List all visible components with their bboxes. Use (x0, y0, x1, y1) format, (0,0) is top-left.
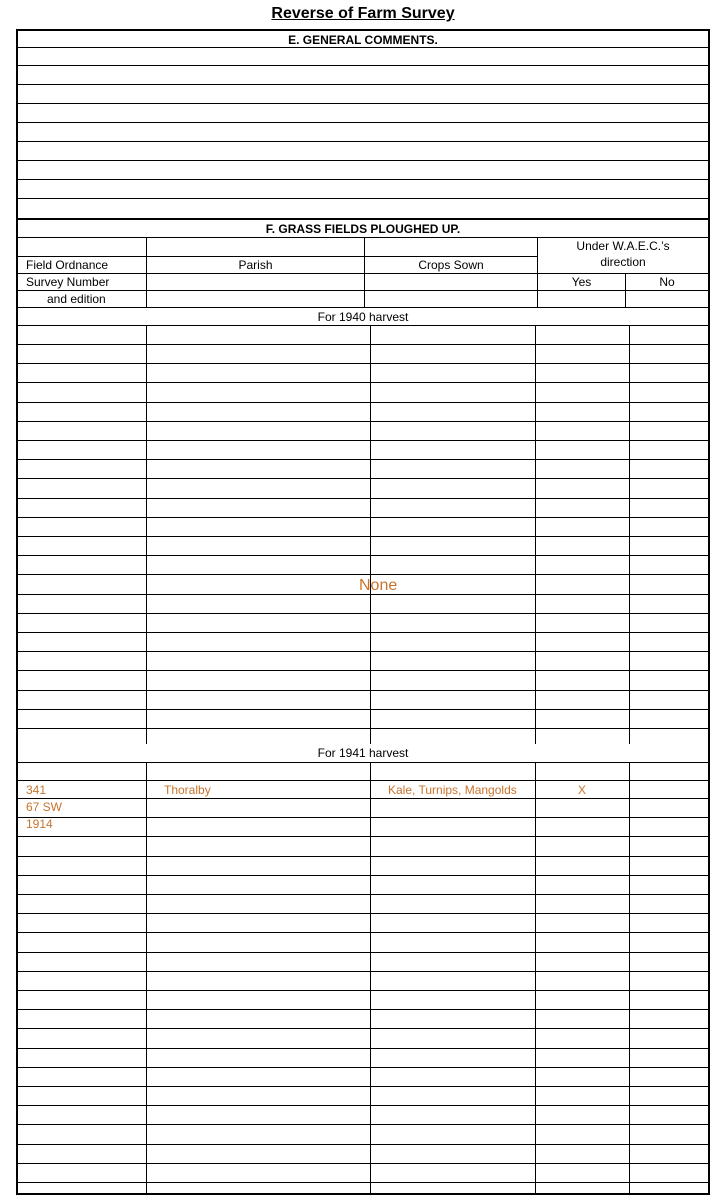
rule-line (18, 894, 708, 895)
rule-line (18, 1182, 708, 1183)
rule-line (18, 875, 708, 876)
rule-line (18, 651, 708, 652)
rule-line (18, 160, 708, 161)
rule-line (18, 632, 708, 633)
column-line (146, 762, 147, 1193)
entry-edition: 1914 (26, 817, 53, 831)
column-line (629, 325, 630, 744)
col-header-waec-line1: Under W.A.E.C.’s (576, 239, 670, 253)
rule-line (18, 817, 708, 818)
column-line (535, 762, 536, 1193)
rule-line (18, 517, 708, 518)
rule-line (18, 325, 708, 326)
col-header-crops: Crops Sown (418, 258, 484, 272)
col-header-no: No (659, 275, 675, 289)
rule-line (18, 256, 538, 257)
rule-line (18, 670, 708, 671)
col-header-field-line3: and edition (47, 292, 106, 306)
entry-field-number: 341 (26, 783, 47, 797)
page-title: Reverse of Farm Survey (271, 5, 455, 22)
rule-line (18, 913, 708, 914)
rule-line (18, 290, 708, 291)
col-header-field-line1: Field Ordnance (26, 258, 109, 272)
section-f-heading: F. GRASS FIELDS PLOUGHED UP. (265, 222, 461, 236)
column-line (535, 325, 536, 744)
column-line (370, 762, 371, 1193)
rule-line (18, 141, 708, 142)
rule-line (18, 84, 708, 85)
rule-line (18, 459, 708, 460)
rule-line (18, 440, 708, 441)
rule-line (18, 1028, 708, 1029)
rule-line (18, 690, 708, 691)
rule-line (18, 971, 708, 972)
rule-line (18, 122, 708, 123)
column-line (629, 762, 630, 1193)
rule-line (18, 709, 708, 710)
entry-parish: Thoralby (164, 783, 211, 797)
rule-line (18, 179, 708, 180)
rule-line (18, 237, 708, 238)
entry-sheet: 67 SW (26, 800, 63, 814)
rule-line (18, 273, 708, 274)
col-header-waec-line2: direction (600, 255, 646, 269)
rule-line (18, 1105, 708, 1106)
rule-line (18, 780, 708, 781)
rule-line (18, 952, 708, 953)
rule-line (18, 798, 708, 799)
rule-line (18, 762, 708, 763)
rule-line (18, 344, 708, 345)
col-header-field-line2: Survey Number (26, 275, 110, 289)
rule-line (18, 990, 708, 991)
rule-line (18, 856, 708, 857)
rule-line (18, 402, 708, 403)
rule-line (18, 47, 708, 48)
rule-line (18, 1048, 708, 1049)
rule-line (18, 382, 708, 383)
entry-crops: Kale, Turnips, Mangolds (388, 783, 517, 797)
column-line (364, 237, 365, 307)
rule-line (18, 307, 708, 308)
rule-line (18, 555, 708, 556)
column-line (370, 325, 371, 744)
column-line (146, 325, 147, 744)
rule-line (18, 218, 708, 220)
col-header-parish: Parish (238, 258, 273, 272)
section-e-heading: E. GENERAL COMMENTS. (288, 33, 438, 47)
survey-form-frame (16, 29, 710, 1195)
rule-line (18, 1163, 708, 1164)
rule-line (18, 574, 708, 575)
entry-yes-mark: X (578, 783, 587, 797)
rule-line (18, 421, 708, 422)
rule-line (18, 103, 708, 104)
rule-line (18, 363, 708, 364)
column-line (146, 237, 147, 307)
rule-line (18, 1009, 708, 1010)
rule-line (18, 65, 708, 66)
rule-line (18, 613, 708, 614)
rule-line (18, 1067, 708, 1068)
harvest-1940-none-note: None (359, 577, 398, 594)
rule-line (18, 536, 708, 537)
harvest-1941-label: For 1941 harvest (317, 746, 409, 760)
rule-line (18, 1124, 708, 1125)
rule-line (18, 932, 708, 933)
rule-line (18, 478, 708, 479)
rule-line (18, 836, 708, 837)
rule-line (18, 198, 708, 199)
harvest-1940-label: For 1940 harvest (317, 310, 409, 324)
rule-line (18, 1144, 708, 1145)
rule-line (18, 1086, 708, 1087)
rule-line (18, 498, 708, 499)
col-header-yes: Yes (571, 275, 592, 289)
rule-line (18, 728, 708, 729)
